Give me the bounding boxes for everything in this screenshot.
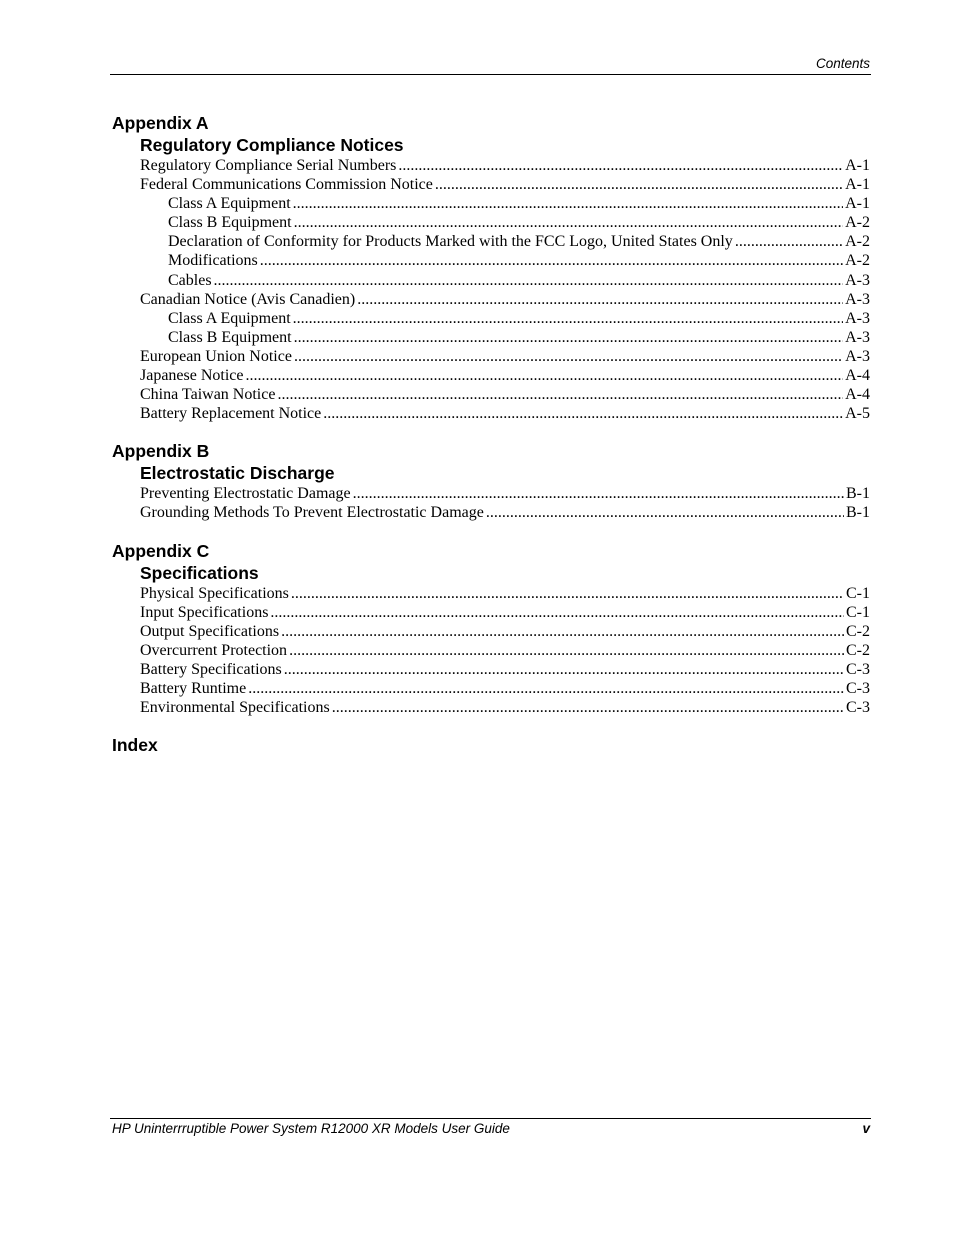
toc-leader <box>260 251 843 270</box>
toc-entry-page: A-2 <box>845 214 870 232</box>
toc-entry-title: Japanese Notice <box>140 367 244 385</box>
toc-leader <box>293 309 843 328</box>
toc-entry-title: Physical Specifications <box>140 584 289 602</box>
toc-leader <box>214 271 844 290</box>
table-of-contents <box>112 113 870 774</box>
toc-entry[interactable] <box>140 404 870 423</box>
toc-leader <box>294 328 844 347</box>
toc-entry-page: C-3 <box>846 699 870 717</box>
toc-entry[interactable] <box>140 660 870 679</box>
toc-entry-title: Modifications <box>168 252 258 270</box>
toc-entry[interactable] <box>140 679 870 698</box>
toc-leader <box>435 175 843 194</box>
toc-entry[interactable] <box>140 156 870 175</box>
toc-entry[interactable] <box>140 194 870 213</box>
toc-entry-page: A-2 <box>845 252 870 270</box>
toc-entry[interactable] <box>140 584 870 603</box>
toc-entry-page: A-2 <box>845 233 870 251</box>
toc-entry[interactable] <box>140 347 870 366</box>
toc-entry[interactable] <box>140 251 870 270</box>
toc-entry[interactable] <box>140 698 870 717</box>
toc-entry-page: A-4 <box>845 386 870 404</box>
toc-entry-title: Canadian Notice (Avis Canadien) <box>140 290 356 308</box>
toc-entry-title: Battery Replacement Notice <box>140 405 322 423</box>
toc-leader <box>332 698 844 717</box>
toc-leader <box>398 156 843 175</box>
toc-leader <box>281 622 844 641</box>
toc-entry-title: Environmental Specifications <box>140 699 330 717</box>
toc-entry-page: A-3 <box>845 290 870 308</box>
toc-leader <box>323 404 843 423</box>
appendix-b-title: Electrostatic Discharge <box>140 463 335 484</box>
toc-entry-page: A-3 <box>845 309 870 327</box>
toc-leader <box>357 290 843 309</box>
toc-entry-title: Class B Equipment <box>168 328 292 346</box>
toc-entry-title: Class A Equipment <box>168 309 291 327</box>
toc-entry-page: C-1 <box>846 603 870 621</box>
page-header <box>110 56 871 75</box>
appendix-c-block <box>112 541 870 718</box>
toc-entry[interactable] <box>140 622 870 641</box>
toc-entry-title: Input Specifications <box>140 603 269 621</box>
toc-entry-title: China Taiwan Notice <box>140 386 276 404</box>
toc-entry[interactable] <box>140 328 870 347</box>
toc-entry-page: A-1 <box>845 176 870 194</box>
toc-entry-title: Battery Runtime <box>140 679 247 697</box>
toc-entry-title: Regulatory Compliance Serial Numbers <box>140 157 397 174</box>
appendix-b-block <box>112 441 870 522</box>
toc-leader <box>294 347 843 366</box>
page-footer <box>110 1118 871 1143</box>
toc-entry[interactable] <box>140 641 870 660</box>
toc-entry-title: Class B Equipment <box>168 214 292 232</box>
toc-entry-page: A-3 <box>845 347 870 365</box>
toc-entry-page: C-3 <box>846 679 870 697</box>
appendix-c-title: Specifications <box>140 562 259 583</box>
toc-entry[interactable] <box>140 290 870 309</box>
toc-leader <box>289 641 844 660</box>
toc-entry-page: C-1 <box>846 584 870 602</box>
toc-leader <box>291 584 844 603</box>
appendix-a-block <box>112 113 870 423</box>
toc-entry[interactable] <box>140 309 870 328</box>
toc-leader <box>735 232 843 251</box>
header-label: Contents <box>815 56 870 71</box>
toc-leader <box>248 679 844 698</box>
toc-entry-page: A-3 <box>845 271 870 289</box>
toc-entry-page: C-2 <box>846 641 870 659</box>
toc-leader <box>277 385 843 404</box>
toc-entry[interactable] <box>140 175 870 194</box>
toc-entry-page: A-1 <box>845 157 870 174</box>
appendix-c-label: Appendix C <box>112 540 210 561</box>
toc-entry[interactable] <box>140 232 870 251</box>
toc-entry-page: B-1 <box>846 504 870 522</box>
index-block <box>112 735 870 756</box>
toc-entry-title: Federal Communications Commission Notice <box>140 176 433 194</box>
toc-entry-title: European Union Notice <box>140 347 292 365</box>
index-label[interactable]: Index <box>112 735 158 756</box>
toc-leader <box>246 366 844 385</box>
appendix-a-entries <box>140 156 870 423</box>
toc-entry[interactable] <box>140 385 870 404</box>
appendix-b-entries <box>140 484 870 522</box>
toc-entry-page: A-3 <box>845 328 870 346</box>
toc-entry-page: A-1 <box>845 195 870 213</box>
toc-entry-page: B-1 <box>846 485 870 503</box>
toc-entry[interactable] <box>140 366 870 385</box>
toc-entry-title: Class A Equipment <box>168 195 291 213</box>
toc-entry[interactable] <box>140 213 870 232</box>
toc-entry-title: Cables <box>168 271 212 289</box>
toc-entry-title: Preventing Electrostatic Damage <box>140 485 351 503</box>
toc-leader <box>270 603 844 622</box>
toc-entry[interactable] <box>140 503 870 522</box>
toc-entry-title: Overcurrent Protection <box>140 641 288 659</box>
toc-entry[interactable] <box>140 603 870 622</box>
footer-title: HP Uninterrruptible Power System R12000 XR Models User Guide <box>112 1121 510 1136</box>
toc-entry-page: A-4 <box>845 367 870 385</box>
toc-leader <box>293 194 843 213</box>
toc-entry-title: Output Specifications <box>140 622 280 640</box>
appendix-c-entries <box>140 584 870 718</box>
toc-entry-title: Grounding Methods To Prevent Electrostatic Damage <box>140 504 484 522</box>
toc-entry-page: C-2 <box>846 622 870 640</box>
toc-leader <box>284 660 844 679</box>
appendix-a-label: Appendix A <box>112 113 209 133</box>
appendix-a-title: Regulatory Compliance Notices <box>140 135 404 155</box>
footer-page-number: v <box>862 1121 870 1136</box>
appendix-b-label: Appendix B <box>112 441 210 462</box>
toc-leader <box>353 484 844 503</box>
toc-entry-page: C-3 <box>846 660 870 678</box>
toc-entry[interactable] <box>140 271 870 290</box>
toc-entry-page: A-5 <box>845 405 870 423</box>
toc-entry[interactable] <box>140 484 870 503</box>
toc-entry-title: Battery Specifications <box>140 660 282 678</box>
toc-leader <box>294 213 844 232</box>
toc-entry-title: Declaration of Conformity for Products Marked with the FCC Logo, United States Only <box>168 233 733 251</box>
toc-leader <box>486 503 844 522</box>
